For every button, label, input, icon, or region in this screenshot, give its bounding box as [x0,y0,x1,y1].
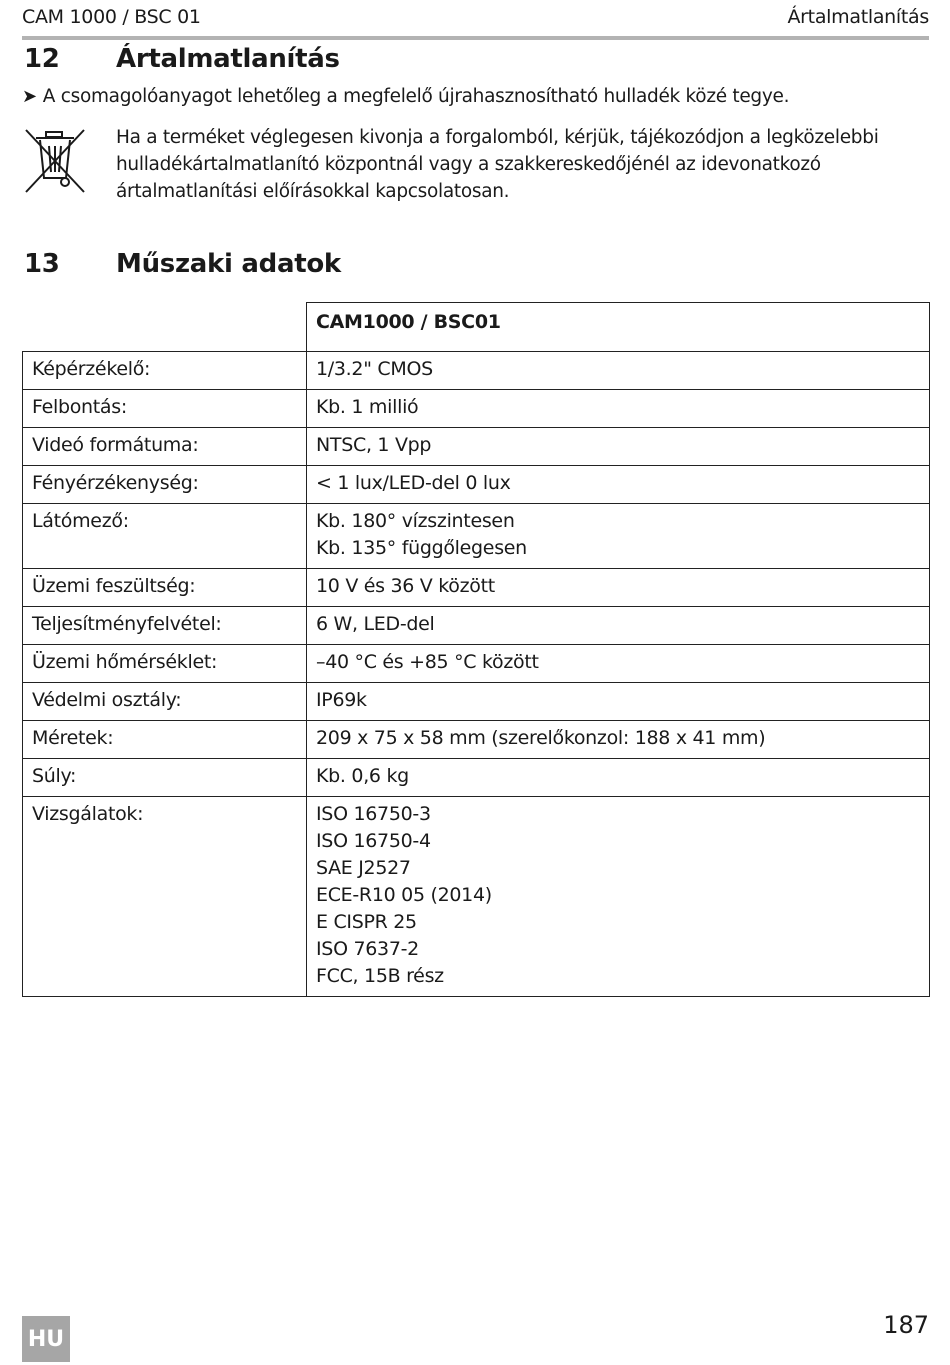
spec-label: Üzemi feszültség: [23,569,307,607]
spec-label: Súly: [23,759,307,797]
spec-value: Kb. 0,6 kg [307,759,930,797]
table-row [23,683,930,721]
spec-value: IP69k [307,683,930,721]
spec-label: Méretek: [23,721,307,759]
page-number: 187 [883,1311,929,1339]
arrow-bullet-icon: ➤ [22,86,37,107]
spec-label: Vizsgálatok: [23,797,307,997]
spec-label: Védelmi osztály: [23,683,307,721]
table-row [23,797,930,997]
packaging-text: A csomagolóanyagot lehetőleg a megfelelő újrahasznosítható hulladék közé tegye. [42,86,790,107]
spec-value: NTSC, 1 Vpp [307,428,930,466]
crossed-out-bin-icon [22,126,88,196]
specs-header-model: CAM1000 / BSC01 [307,303,930,352]
table-row [23,721,930,759]
table-row [23,352,930,390]
spec-value: ISO 16750-3 ISO 16750-4 SAE J2527 ECE-R10 05 (2014) E CISPR 25 ISO 7637-2 FCC, 15B rész [307,797,930,997]
running-header [22,6,929,40]
spec-label: Fényérzékenység: [23,466,307,504]
spec-value: 209 x 75 x 58 mm (szerelőkonzol: 188 x 41 mm) [307,721,930,759]
specs-table [22,302,930,997]
table-row [23,428,930,466]
spec-label: Képérzékelő: [23,352,307,390]
spec-label: Felbontás: [23,390,307,428]
table-row [23,645,930,683]
table-row [23,569,930,607]
table-row [23,466,930,504]
language-badge: HU [22,1316,70,1362]
spec-label: Teljesítményfelvétel: [23,607,307,645]
section-13-number: 13 [24,249,60,279]
header-product: CAM 1000 / BSC 01 [22,6,201,28]
section-13-heading [24,249,341,279]
section-12-title: Ártalmatlanítás [116,44,340,74]
section-12-heading [24,44,340,74]
spec-label: Látómező: [23,504,307,569]
table-row [23,759,930,797]
spec-value: < 1 lux/LED-del 0 lux [307,466,930,504]
spec-value: 6 W, LED-del [307,607,930,645]
section-12-number: 12 [24,44,60,74]
spec-value: –40 °C és +85 °C között [307,645,930,683]
section-13-title: Műszaki adatok [116,249,341,279]
spec-value: 1/3.2" CMOS [307,352,930,390]
specs-header-empty [23,303,307,352]
table-row [23,607,930,645]
spec-value: 10 V és 36 V között [307,569,930,607]
specs-header-row [23,303,930,352]
table-row [23,390,930,428]
table-row [23,504,930,569]
spec-value: Kb. 1 millió [307,390,930,428]
header-chapter: Ártalmatlanítás [787,6,929,28]
spec-value: Kb. 180° vízszintesen Kb. 135° függőlegesen [307,504,930,569]
spec-label: Videó formátuma: [23,428,307,466]
spec-label: Üzemi hőmérséklet: [23,645,307,683]
disposal-paragraph: Ha a terméket véglegesen kivonja a forgalomból, kérjük, tájékozódjon a legközelebbi hulladékártalmatlanító központnál vagy a szakkereskedőjénél az idevonatkozó ártalmatlanítási előírásokkal kapcsolatosan. [116,127,879,202]
packaging-bullet [22,86,789,107]
